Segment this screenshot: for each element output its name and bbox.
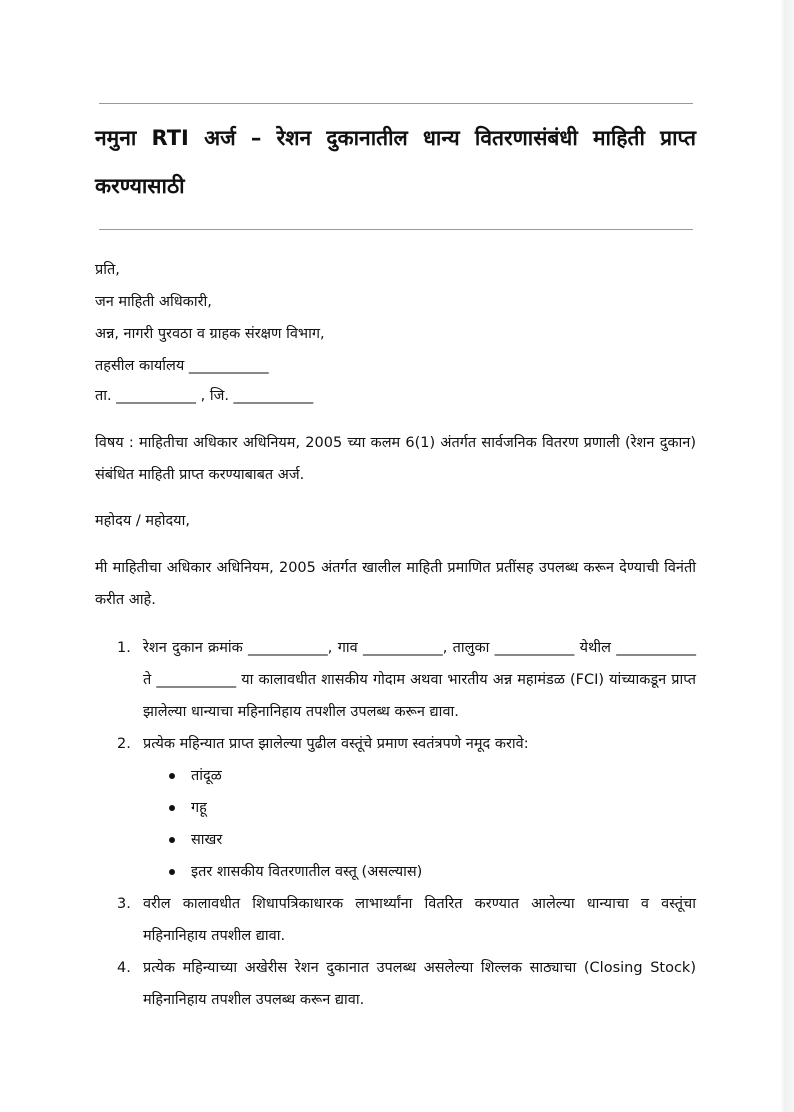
list-item (95, 632, 696, 728)
bullet-icon (169, 805, 175, 811)
list-item-text: प्रत्येक महिन्यात प्राप्त झालेल्या पुढील वस्तूंचे प्रमाण स्वतंत्रपणे नमूद करावे: (143, 736, 529, 752)
sub-list-item: इतर शासकीय वितरणातील वस्तू (असल्यास) (143, 856, 696, 888)
bottom-rule (99, 229, 693, 230)
top-rule (99, 103, 693, 104)
list-item-text: वरील कालावधीत शिधापत्रिकाधारक लाभार्थ्यांना वितरित करण्यात आलेल्या धान्याचा व वस्तूंचा महिनानिहाय तपशील द्यावा. (143, 896, 696, 944)
address-officer: जन माहिती अधिकारी, (95, 294, 212, 310)
bullet-icon (169, 837, 175, 843)
list-item (95, 728, 696, 888)
list-number: 1. (117, 640, 131, 656)
list-item-text: प्रत्येक महिन्याच्या अखेरीस रेशन दुकानात उपलब्ध असलेल्या शिल्लक साठ्याचा (Closing Stock) महिनानिहाय तपशील उपलब्ध करून द्यावा. (143, 960, 696, 1008)
sub-list-item: गहू (143, 792, 696, 824)
address-office: तहसील कार्यालय ___________ (95, 358, 269, 374)
commodity-list (143, 760, 696, 888)
address-to: प्रति, (95, 262, 120, 278)
request-list (95, 632, 696, 1016)
address-location: ता. ___________ , जि. ___________ (95, 388, 314, 404)
list-item-text: रेशन दुकान क्रमांक ___________, गाव ___________, तालुका ___________ येथील ___________ ते ___________ या कालावधीत शासकीय गोदाम अथवा भारतीय अन्न महामंडळ (FCI) यांच्याकडून प्राप्त झालेल्या धान्याचा महिनानिहाय तपशील उपलब्ध करून द्यावा. (143, 640, 696, 720)
intro-paragraph: मी माहितीचा अधिकार अधिनियम, 2005 अंतर्गत खालील माहिती प्रमाणित प्रतींसह उपलब्ध करून देण्याची विनंती करीत आहे. (95, 560, 696, 608)
sub-list-item: तांदूळ (143, 760, 696, 792)
list-number: 2. (117, 736, 131, 752)
list-number: 4. (117, 960, 131, 976)
sub-list-item: साखर (143, 824, 696, 856)
address-department: अन्न, नागरी पुरवठा व ग्राहक संरक्षण विभाग, (95, 326, 325, 342)
bullet-icon (169, 869, 175, 875)
bullet-icon (169, 773, 175, 779)
salutation: महोदय / महोदया, (95, 513, 190, 529)
subject-paragraph: विषय : माहितीचा अधिकार अधिनियम, 2005 च्या कलम 6(1) अंतर्गत सार्वजनिक वितरण प्रणाली (रेशन दुकान) संबंधित माहिती प्राप्त करण्याबाबत अर्ज. (95, 435, 696, 483)
list-item (95, 952, 696, 1016)
document-title: नमुना RTI अर्ज – रेशन दुकानातील धान्य वितरणासंबंधी माहिती प्राप्त करण्यासाठी (95, 126, 696, 198)
list-item (95, 888, 696, 952)
list-number: 3. (117, 896, 131, 912)
